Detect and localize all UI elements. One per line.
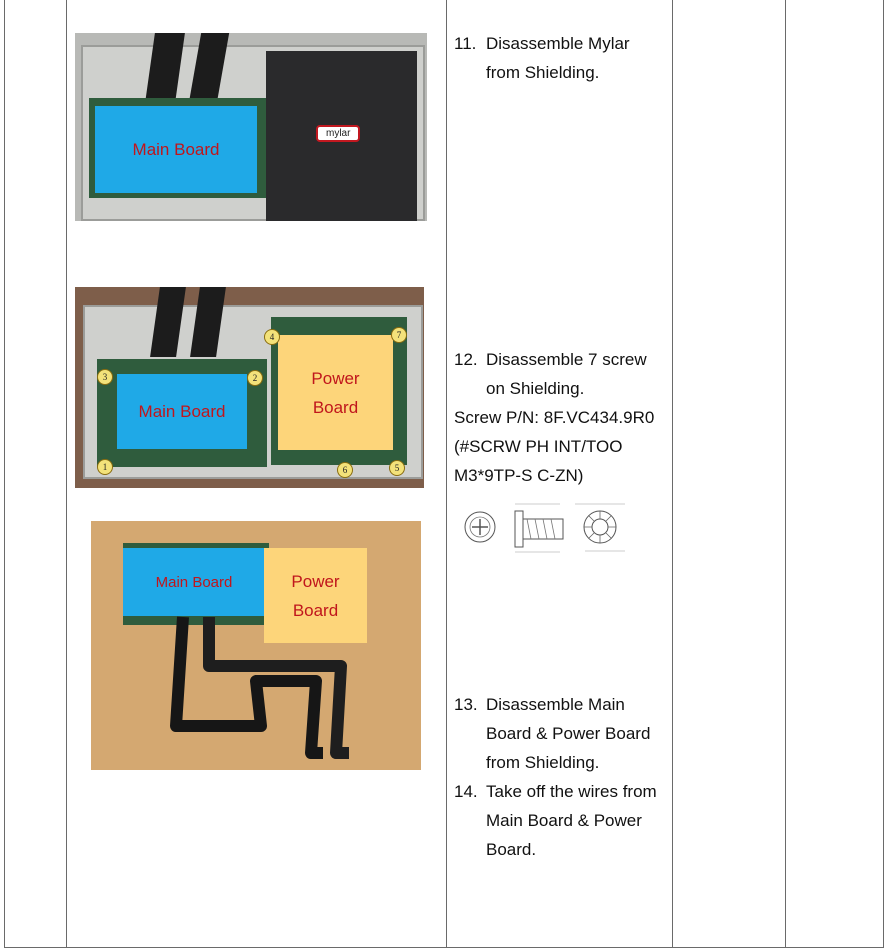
screw-marker-3: 3: [97, 369, 113, 385]
screw-marker-4: 4: [264, 329, 280, 345]
step-12: [454, 345, 666, 490]
step-text: on Shielding.: [486, 379, 585, 398]
table-column-divider: [785, 0, 786, 948]
step-text: Board.: [486, 840, 537, 859]
photo-mylar-removal: [75, 33, 427, 221]
screw-marker-1: 1: [97, 459, 113, 475]
step-text: from Shielding.: [486, 753, 600, 772]
photo-boards-removed: [91, 521, 421, 770]
screw-marker-2: 2: [247, 370, 263, 386]
table-border-right: [883, 0, 884, 948]
step-text: Take off the wires from: [486, 782, 657, 801]
power-board-text-line1: Power: [311, 368, 360, 388]
step-text: from Shielding.: [486, 63, 600, 82]
step-number: 11.: [454, 34, 477, 53]
screw-marker-5: 5: [389, 460, 405, 476]
power-board-text-line2: Board: [292, 600, 339, 620]
flat-cables: [91, 521, 421, 770]
main-board-text: Main Board: [132, 140, 220, 159]
table-border-left: [4, 0, 5, 948]
step-text: Disassemble Mylar: [486, 34, 630, 53]
step-11: [454, 29, 666, 87]
mylar-callout: [316, 125, 360, 142]
step-number: 13.: [454, 695, 478, 714]
main-board-label: [117, 374, 247, 449]
screw-description: (#SCRW PH INT/TOO: [454, 437, 623, 456]
main-board-text: Main Board: [155, 573, 233, 591]
screw-part-number: Screw P/N: 8F.VC434.9R0: [454, 408, 655, 427]
step-text: Board & Power Board: [486, 724, 651, 743]
main-board-text: Main Board: [138, 402, 226, 421]
step-13: [454, 690, 666, 864]
step-number: 12.: [454, 350, 478, 369]
mylar-callout-text: mylar: [326, 128, 351, 139]
screw-description: M3*9TP-S C-ZN): [454, 466, 584, 485]
power-board-label: [278, 335, 393, 450]
screw-marker-7: 7: [391, 327, 407, 343]
table-column-divider: [446, 0, 447, 948]
table-column-divider: [672, 0, 673, 948]
power-board-text-line1: Power: [291, 571, 340, 591]
step-text: Disassemble 7 screw: [486, 350, 647, 369]
screw-marker-6: 6: [337, 462, 353, 478]
power-board-text-line2: Board: [312, 397, 359, 417]
main-board-label: [95, 106, 257, 193]
table-bottom-border: [4, 947, 884, 948]
table-column-divider: [66, 0, 67, 948]
photo-shielding-screws: [75, 287, 424, 488]
step-text: Disassemble Main: [486, 695, 625, 714]
screw-technical-drawing: [455, 499, 635, 559]
step-text: Main Board & Power: [486, 811, 642, 830]
step-number: 14.: [454, 782, 478, 801]
